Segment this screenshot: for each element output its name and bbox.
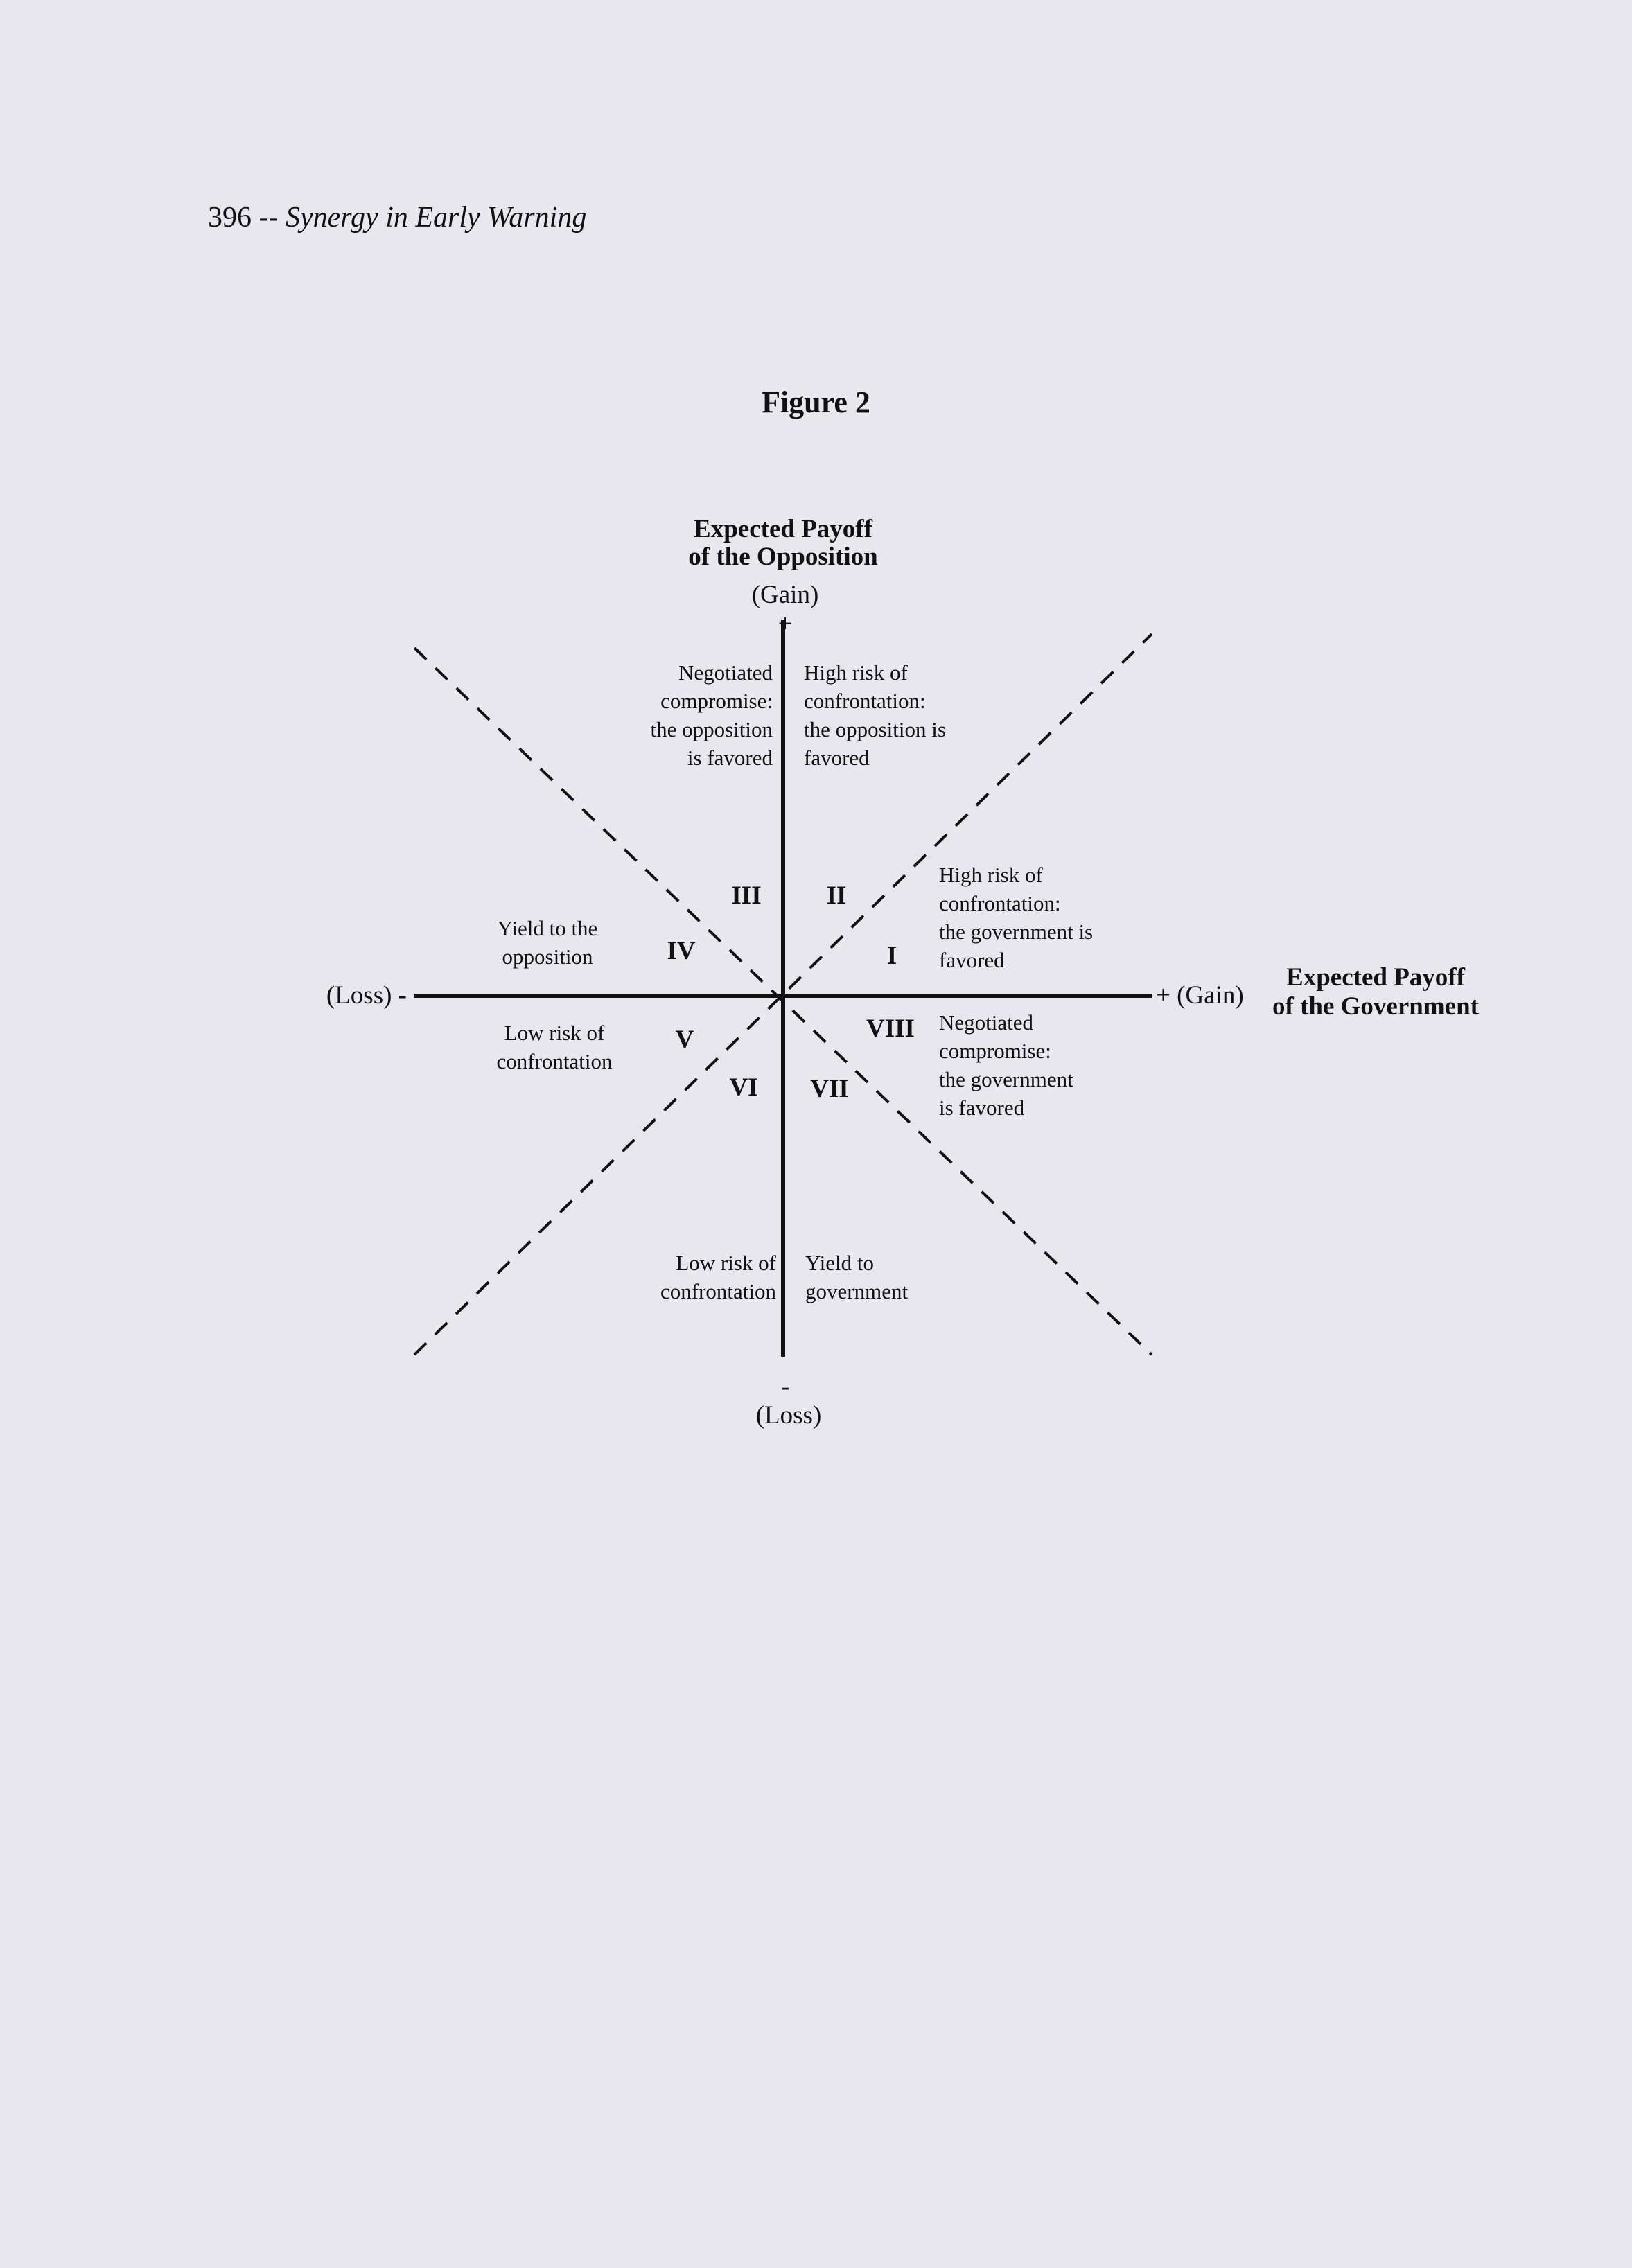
octant-I-label: [939, 863, 1093, 972]
svg-text:confrontation: confrontation: [660, 1279, 776, 1303]
svg-text:confrontation:: confrontation:: [804, 689, 926, 713]
figure-title: Figure 2: [762, 385, 870, 419]
octant-V-label: [496, 1021, 613, 1073]
svg-text:confrontation:: confrontation:: [939, 891, 1061, 915]
svg-text:favored: favored: [939, 948, 1005, 972]
svg-text:the opposition: the opposition: [650, 717, 773, 741]
svg-text:government: government: [805, 1279, 909, 1303]
svg-text:the government: the government: [939, 1067, 1073, 1091]
octant-VII-label: [805, 1251, 908, 1303]
y-axis-gain-label: (Gain): [751, 581, 819, 609]
svg-text:opposition: opposition: [502, 944, 593, 969]
octant-II-label: [804, 660, 946, 770]
svg-text:Negotiated: Negotiated: [939, 1010, 1034, 1035]
y-axis-loss-label: (Loss): [755, 1401, 822, 1430]
octant-VIII-label: [939, 1010, 1073, 1120]
running-title: Synergy in Early Warning: [285, 202, 587, 234]
svg-text:Low risk of: Low risk of: [504, 1021, 605, 1045]
svg-text:High risk of: High risk of: [804, 660, 908, 685]
svg-text:is favored: is favored: [939, 1096, 1025, 1120]
svg-text:favored: favored: [804, 746, 870, 770]
svg-text:compromise:: compromise:: [660, 689, 773, 713]
svg-text:Yield to: Yield to: [805, 1251, 875, 1275]
octant-III-label: [650, 660, 773, 770]
octant-VI-label: [660, 1251, 777, 1303]
y-axis-title-line1: Expected Payoff: [694, 515, 872, 543]
octant-numeral-VII: VII: [810, 1075, 849, 1103]
octant-numeral-VIII: VIII: [866, 1014, 915, 1043]
x-axis-loss-label: (Loss) -: [326, 981, 407, 1010]
x-axis-title-line2: of the Government: [1272, 992, 1479, 1021]
svg-text:compromise:: compromise:: [939, 1039, 1051, 1063]
y-axis-title-line2: of the Opposition: [688, 543, 878, 571]
octant-IV-label: [498, 916, 598, 969]
octant-numeral-III: III: [731, 881, 762, 910]
x-axis-gain-label: + (Gain): [1156, 981, 1244, 1010]
svg-text:the opposition is: the opposition is: [804, 717, 946, 741]
octant-numeral-IV: IV: [667, 937, 696, 965]
y-axis-minus-sign: -: [780, 1373, 790, 1401]
svg-text:is favored: is favored: [687, 746, 773, 770]
page-number: 396 --: [208, 202, 279, 234]
octant-numeral-V: V: [675, 1026, 694, 1054]
octant-numeral-I: I: [886, 942, 897, 970]
x-axis-title-line1: Expected Payoff: [1286, 963, 1465, 992]
svg-text:confrontation: confrontation: [496, 1049, 613, 1073]
svg-text:Low risk of: Low risk of: [676, 1251, 776, 1275]
svg-text:Negotiated: Negotiated: [678, 660, 773, 685]
svg-text:Yield to the: Yield to the: [497, 916, 598, 940]
svg-text:High risk of: High risk of: [939, 863, 1043, 887]
y-axis-plus-sign: +: [778, 610, 793, 638]
svg-text:the government is: the government is: [939, 920, 1094, 944]
octant-numeral-VI: VI: [729, 1073, 758, 1102]
octant-numeral-II: II: [826, 881, 847, 910]
